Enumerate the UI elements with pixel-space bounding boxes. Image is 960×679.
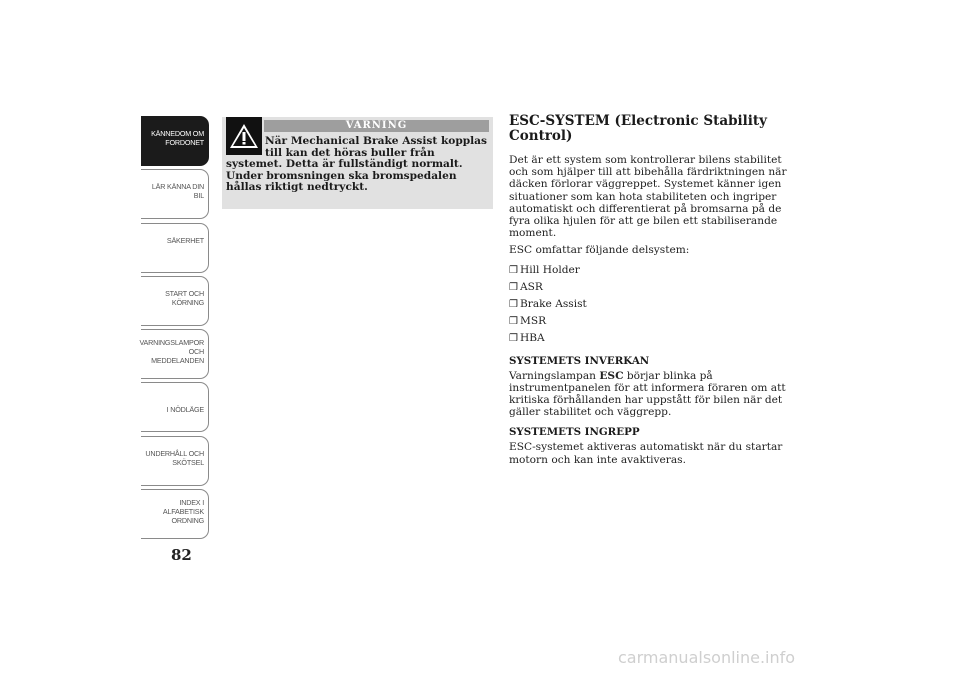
list-item: ❒ ASR bbox=[509, 280, 543, 293]
list-item: ❒ Hill Holder bbox=[509, 263, 580, 276]
tab-underhall-och-skotsel[interactable]: UNDERHÅLL OCH SKÖTSEL bbox=[141, 436, 209, 486]
page-number: 82 bbox=[171, 546, 192, 564]
inverkan-paragraph: Varningslampan ESC börjar blinka på instrumentpanelen för att informera föraren om att kritiska förhållanden har uppstått för bilen när det gäller stabilitet och väggrepp. bbox=[509, 369, 786, 419]
section-title: ESC-SYSTEM (Electronic Stability Control) bbox=[509, 113, 767, 144]
watermark: carmanualsonline.info bbox=[618, 648, 796, 667]
intro-paragraph: Det är ett system som kontrollerar bilens stabilitet och som hjälper till att bibehålla färdriktningen när däcken förlorar väggreppet. Systemet känner igen situationer som kan hota stabiliteten och ingriper automatiskt och differentierat på bromsarna på de fyra olika hjulen för att ge bilen ett stabiliserande moment. bbox=[509, 154, 787, 240]
list-item: ❒ HBA bbox=[509, 331, 545, 344]
list-item: ❒ Brake Assist bbox=[509, 297, 587, 310]
subsystems-list bbox=[509, 262, 794, 347]
tab-index[interactable]: INDEX I ALFABETISK ORDNING bbox=[141, 489, 209, 539]
warning-title: VARNING bbox=[264, 120, 489, 132]
tab-varningslampor[interactable]: VARNINGSLAMPOR OCH MEDDELANDEN bbox=[141, 329, 209, 379]
tab-lar-kanna-din-bil[interactable]: LÄR KÄNNA DIN BIL bbox=[141, 169, 209, 219]
warning-box bbox=[222, 117, 493, 209]
subheading-ingrepp: SYSTEMETS INGREPP bbox=[509, 426, 640, 439]
ingrepp-paragraph: ESC-systemet aktiveras automatiskt när du startar motorn och kan inte avaktiveras. bbox=[509, 441, 783, 466]
list-item: ❒ MSR bbox=[509, 314, 547, 327]
tab-i-nodlage[interactable]: I NÖDLÄGE bbox=[141, 382, 209, 432]
tab-kannedom-om-fordonet[interactable]: KÄNNEDOM OM FORDONET bbox=[141, 116, 209, 166]
warning-text: När Mechanical Brake Assist kopplas till kan det höras buller från systemet. Detta är fullständigt normalt. Under bromsningen ska bromspedalen hållas riktigt nedtryckt. bbox=[226, 135, 488, 193]
tab-sakerhet[interactable]: SÄKERHET bbox=[141, 223, 209, 273]
subsystems-intro: ESC omfattar följande delsystem: bbox=[509, 244, 690, 257]
subheading-inverkan: SYSTEMETS INVERKAN bbox=[509, 354, 650, 367]
tab-start-och-korning[interactable]: START OCH KÖRNING bbox=[141, 276, 209, 326]
main-column bbox=[509, 114, 794, 471]
